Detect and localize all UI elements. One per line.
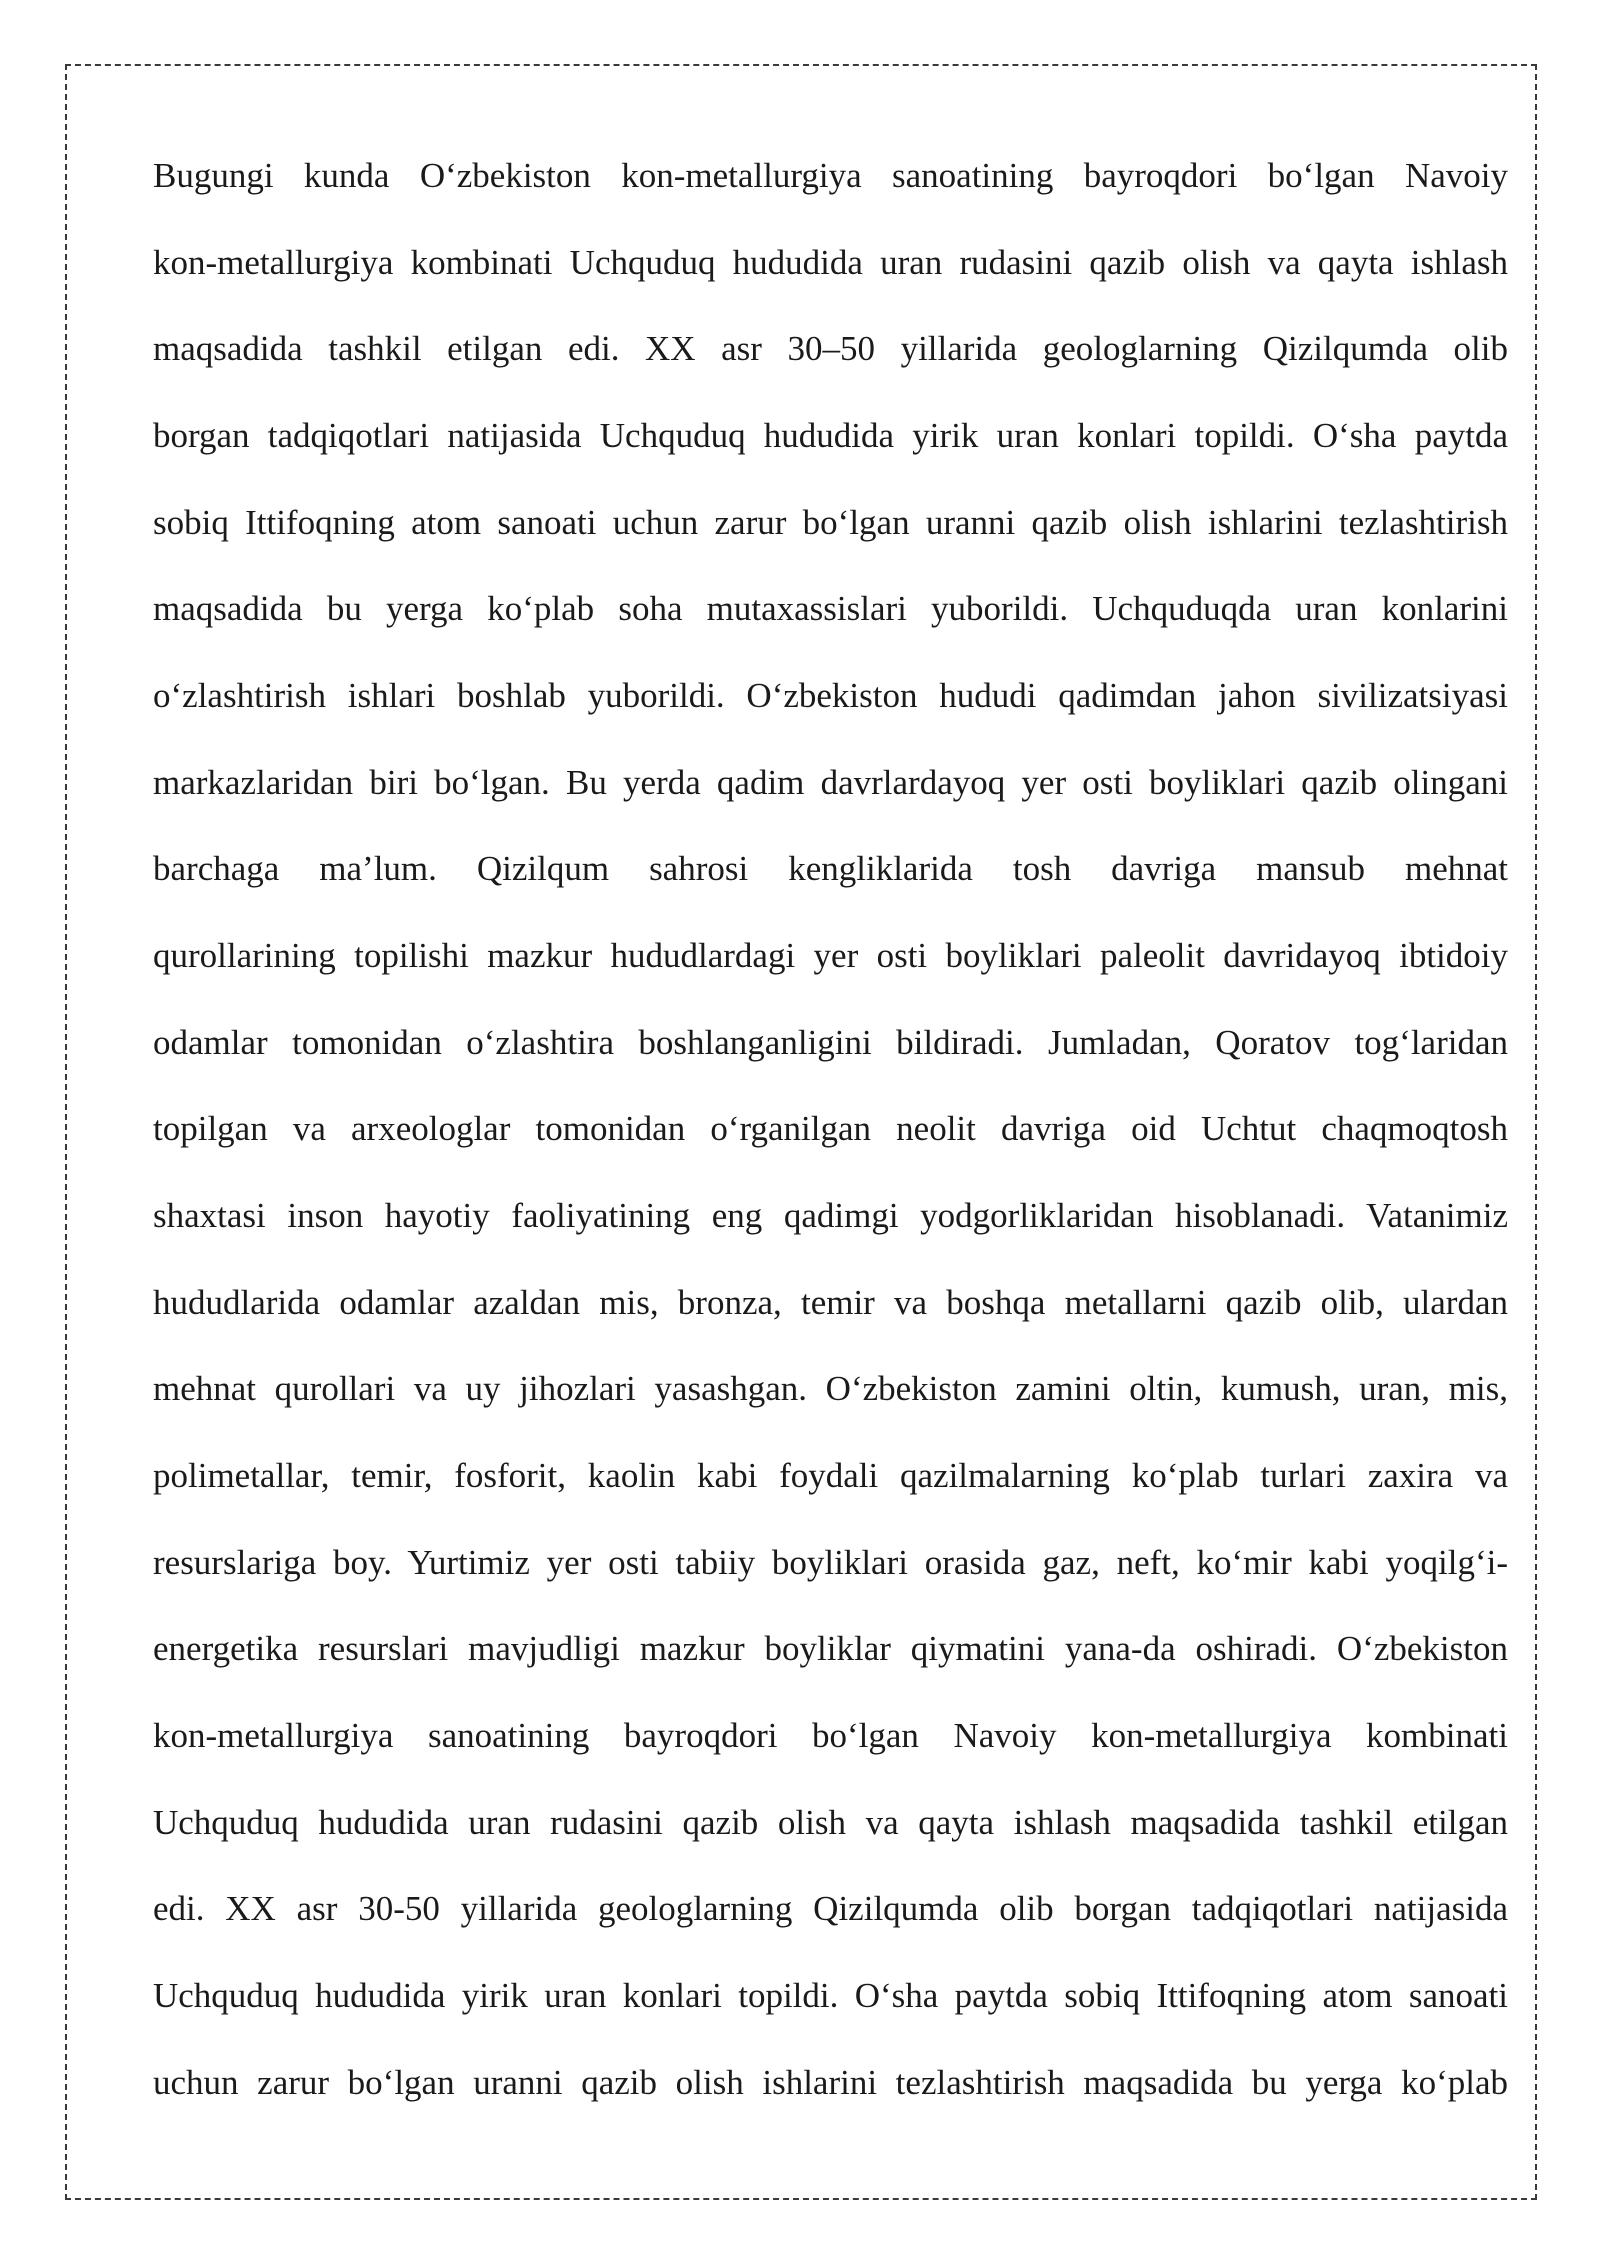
text-line: hududlarida odamlar azaldan mis, bronza, temir va boshqa metallarni qazib olib, ulardan (153, 1283, 1508, 1322)
text-line: resurslariga boy. Yurtimiz yer osti tabiiy boyliklari orasida gaz, neft, ko‘mir kabi yoqilg‘i- (153, 1543, 1508, 1582)
text-line: maqsadida tashkil etilgan edi. XX asr 30–50 yillarida geologlarning Qizilqumda olib (153, 329, 1508, 368)
text-line: edi. XX asr 30-50 yillarida geologlarning Qizilqumda olib borgan tadqiqotlari natijasida (153, 1889, 1508, 1928)
text-line: kon-metallurgiya kombinati Uchquduq hududida uran rudasini qazib olish va qayta ishlash (153, 243, 1508, 282)
text-line: energetika resurslari mavjudligi mazkur boyliklar qiymatini yana-da oshiradi. O‘zbekiston (153, 1629, 1508, 1668)
text-line: Uchquduq hududida yirik uran konlari topildi. O‘sha paytda sobiq Ittifoqning atom sanoati (153, 1976, 1508, 2015)
text-line: o‘zlashtirish ishlari boshlab yuborildi. O‘zbekiston hududi qadimdan jahon sivilizatsiyasi (153, 676, 1508, 715)
text-line: shaxtasi inson hayotiy faoliyatining eng qadimgi yodgorliklaridan hisoblanadi. Vatanimiz (153, 1196, 1508, 1235)
text-line: polimetallar, temir, fosforit, kaolin kabi foydali qazilmalarning ko‘plab turlari zaxira va (153, 1456, 1508, 1495)
text-line: barchaga ma’lum. Qizilqum sahrosi kengliklarida tosh davriga mansub mehnat (153, 849, 1508, 888)
text-line: sobiq Ittifoqning atom sanoati uchun zarur bo‘lgan uranni qazib olish ishlarini tezlashtirish (153, 503, 1508, 542)
text-line: odamlar tomonidan o‘zlashtira boshlanganligini bildiradi. Jumladan, Qoratov tog‘laridan (153, 1023, 1508, 1062)
text-line: markazlaridan biri bo‘lgan. Bu yerda qadim davrlardayoq yer osti boyliklari qazib olingani (153, 763, 1508, 802)
text-line: uchun zarur bo‘lgan uranni qazib olish ishlarini tezlashtirish maqsadida bu yerga ko‘plab (153, 2063, 1508, 2102)
text-line: borgan tadqiqotlari natijasida Uchquduq hududida yirik uran konlari topildi. O‘sha paytda (153, 416, 1508, 455)
text-line: mehnat qurollari va uy jihozlari yasashgan. O‘zbekiston zamini oltin, kumush, uran, mis, (153, 1369, 1508, 1408)
text-line: maqsadida bu yerga ko‘plab soha mutaxassislari yuborildi. Uchquduqda uran konlarini (153, 589, 1508, 628)
text-line: Uchquduq hududida uran rudasini qazib olish va qayta ishlash maqsadida tashkil etilgan (153, 1803, 1508, 1842)
text-line: Bugungi kunda O‘zbekiston kon-metallurgiya sanoatining bayroqdori bo‘lgan Navoiy (153, 156, 1508, 195)
text-line: qurollarining topilishi mazkur hududlardagi yer osti boyliklari paleolit davridayoq ibtidoiy (153, 936, 1508, 975)
text-line: topilgan va arxeologlar tomonidan o‘rganilgan neolit davriga oid Uchtut chaqmoqtosh (153, 1109, 1508, 1148)
text-line: kon-metallurgiya sanoatining bayroqdori bo‘lgan Navoiy kon-metallurgiya kombinati (153, 1716, 1508, 1755)
